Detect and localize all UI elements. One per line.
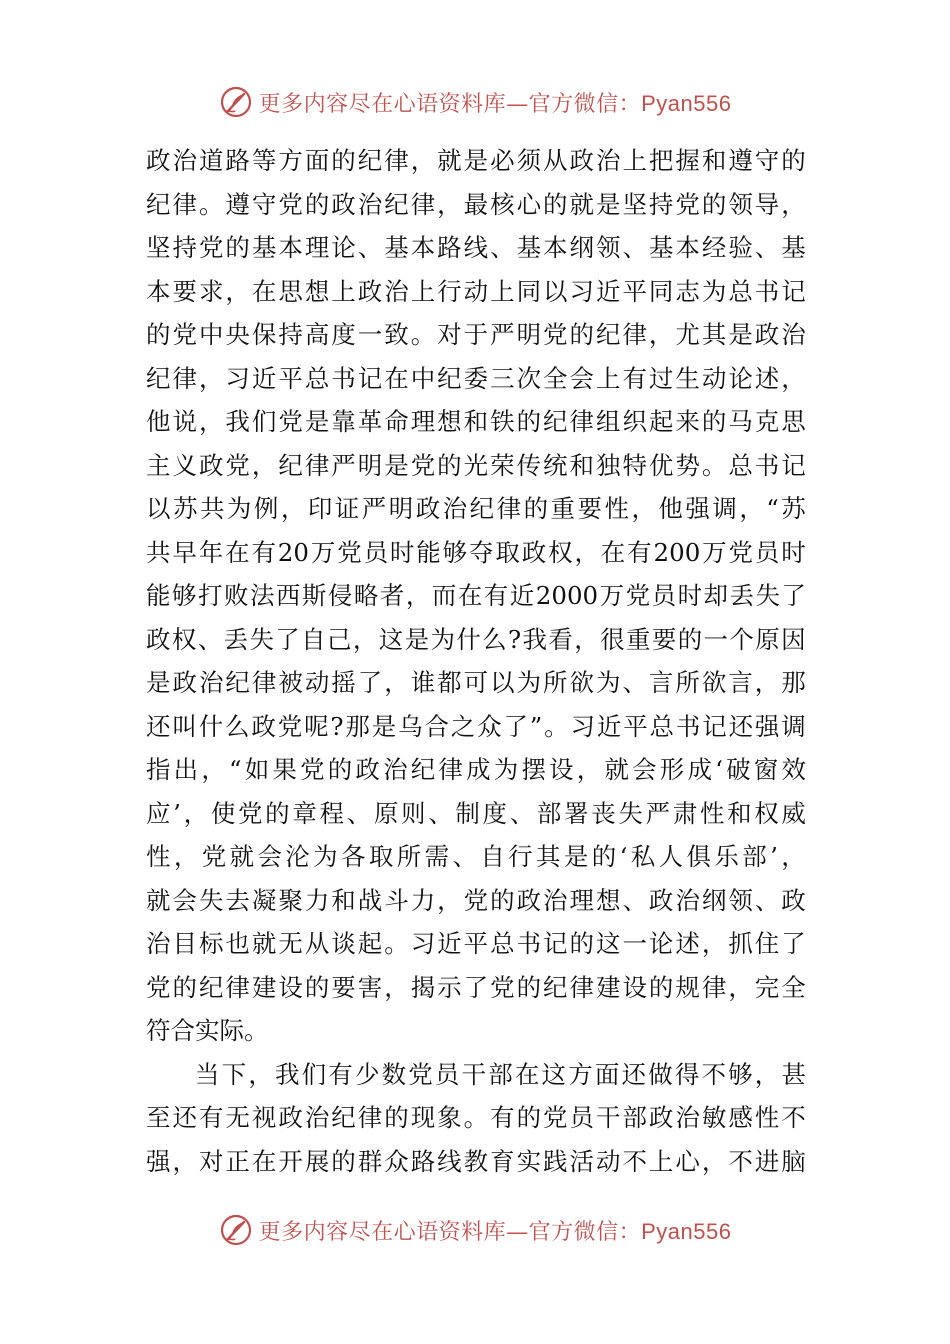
footer-banner-main: 更多内容尽在心语资料库—官方微信： [258, 1219, 642, 1245]
text-line: 共 早 年 在 有 20 万 党 员 时 能 够 夺 取 政 权 ， 在 有 200 万 党 员 时 [146, 537, 806, 567]
text-line: 符合实际。 [146, 1016, 269, 1045]
text-line: 纪 律 。 遵 守 党 的 政 治 纪 律 ， 最 核 心 的 就 是 坚 持 党 的 领 导 ， [146, 189, 806, 219]
text-line: 政 治 道 路 等 方 面 的 纪 律 ， 就 是 必 须 从 政 治 上 把 握 和 遵 守 的 [146, 146, 806, 175]
text-line: 以 苏 共 为 例 ， 印 证 严 明 政 治 纪 律 的 重 要 性 ， 他 强 调 ， “ 苏 [146, 494, 806, 523]
text-line: 当 下 ， 我 们 有 少 数 党 员 干 部 在 这 方 面 还 做 得 不 够 ， 甚 [195, 1059, 806, 1089]
text-line: 还 叫 什 么 政 党 呢 ? 那 是 乌 合 之 众 了 ” 。 习 近 平 总 书 记 还 强 调 [146, 711, 806, 741]
paragraph [146, 139, 806, 1053]
text-line: 指 出 ， “ 如 果 党 的 政 治 纪 律 成 为 摆 设 ， 就 会 形 成 ‘ 破 窗 效 [146, 755, 806, 784]
footer-wechat-id: Pyan556 [641, 1218, 732, 1244]
header-banner [0, 82, 950, 122]
text-line: 主 义 政 党 ， 纪 律 严 明 是 党 的 光 荣 传 统 和 独 特 优 势 。 总 书 记 [146, 450, 806, 480]
text-line: 纪 律 ， 习 近 平 总 书 记 在 中 纪 委 三 次 全 会 上 有 过 生 动 论 述 ， [146, 363, 806, 393]
text-line: 坚 持 党 的 基 本 理 论 、 基 本 路 线 、 基 本 纲 领 、 基 本 经 验 、 基 [146, 233, 806, 262]
text-line: 是 政 治 纪 律 被 动 摇 了 ， 谁 都 可 以 为 所 欲 为 、 言 所 欲 言 ， 那 [146, 668, 806, 697]
text-line: 本 要 求 ， 在 思 想 上 政 治 上 行 动 上 同 以 习 近 平 同 志 为 总 书 记 [146, 276, 806, 306]
text-line: 能 够 打 败 法 西 斯 侵 略 者 ， 而 在 有 近 2000 万 党 员 时 却 丢 失 了 [146, 581, 806, 610]
header-banner-text [259, 87, 732, 118]
quill-pen-logo-icon [219, 85, 253, 119]
text-line: 政 权 、 丢 失 了 自 己 ， 这 是 为 什 么 ? 我 看 ， 很 重 要 的 一 个 原 因 [146, 624, 806, 654]
header-banner-main: 更多内容尽在心语资料库—官方微信： [258, 91, 642, 117]
text-line: 党 的 纪 律 建 设 的 要 害 ， 揭 示 了 党 的 纪 律 建 设 的 规 律 ， 完 全 [146, 972, 806, 1002]
text-line: 就 会 失 去 凝 聚 力 和 战 斗 力 ， 党 的 政 治 理 想 、 政 治 纲 领 、 政 [146, 885, 806, 915]
text-line: 的 党 中 央 保 持 高 度 一 致 。 对 于 严 明 党 的 纪 律 ， 尤 其 是 政 治 [146, 320, 806, 349]
footer-banner-text [259, 1215, 732, 1246]
text-line: 他 说 ， 我 们 党 是 靠 革 命 理 想 和 铁 的 纪 律 组 织 起 来 的 马 克 思 [146, 407, 806, 436]
footer-banner [0, 1210, 950, 1250]
text-line: 应 ’ ， 使 党 的 章 程 、 原 则 、 制 度 、 部 署 丧 失 严 肃 性 和 权 威 [146, 798, 806, 828]
text-line: 性 ， 党 就 会 沦 为 各 取 所 需 、 自 行 其 是 的 ‘ 私 人 俱 乐 部 ’ ， [146, 842, 806, 871]
text-line: 至 还 有 无 视 政 治 纪 律 的 现 象 。 有 的 党 员 干 部 政 治 敏 感 性 不 [146, 1103, 806, 1132]
text-line: 强 ， 对 正 在 开 展 的 群 众 路 线 教 育 实 践 活 动 不 上 心 ， 不 进 脑 [146, 1146, 806, 1176]
quill-pen-logo-icon [219, 1213, 253, 1247]
paragraph [146, 1053, 806, 1184]
document-body [146, 139, 806, 1183]
header-wechat-id: Pyan556 [641, 90, 732, 116]
text-line: 治 目 标 也 就 无 从 谈 起 。 习 近 平 总 书 记 的 这 一 论 述 ， 抓 住 了 [146, 929, 806, 958]
